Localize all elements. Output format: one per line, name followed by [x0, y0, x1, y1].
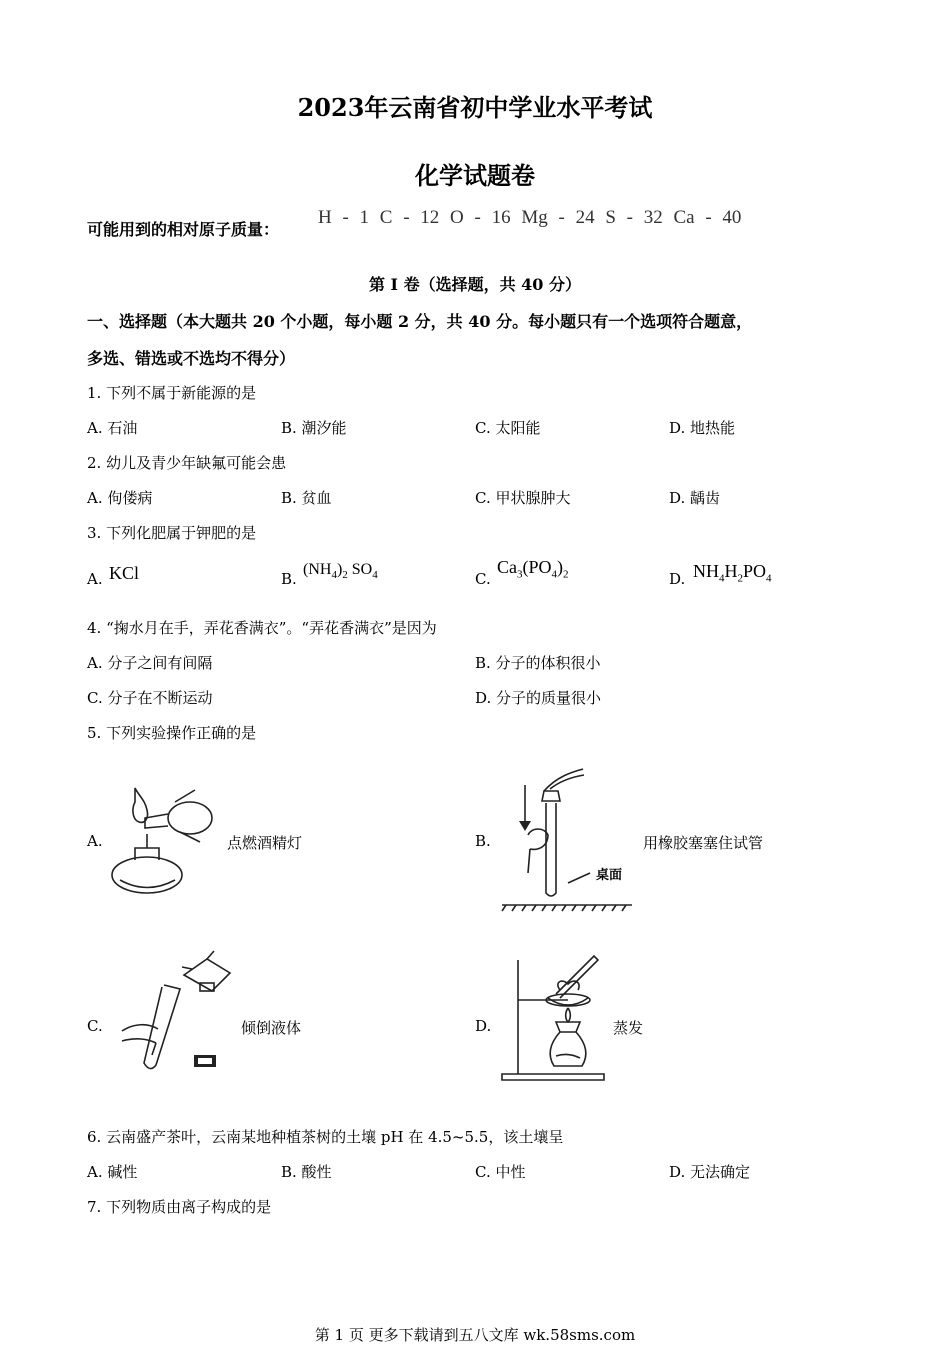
option-a: A.: [87, 570, 103, 588]
option-a: A. 佝偻病: [87, 489, 153, 507]
option-c: C.: [87, 1017, 103, 1035]
option-d: D. 无法确定: [669, 1163, 751, 1181]
option-c: C.: [475, 570, 491, 588]
option-c: C. 分子在不断运动: [87, 689, 213, 707]
question-stem: 4. “掬水月在手，弄花香满衣”。“弄花香满衣”是因为: [87, 619, 437, 637]
evaporation-illustration: [498, 950, 608, 1082]
volume-heading: 第 I 卷（选择题，共 40 分）: [368, 275, 582, 294]
paper-subtitle: 化学试题卷: [415, 161, 535, 190]
option-b: B. 分子的体积很小: [475, 654, 601, 672]
caption-c: 倾倒液体: [241, 1019, 302, 1037]
option-a: A.: [87, 832, 103, 850]
desk-label: 桌面: [596, 868, 623, 883]
option-b: B. 酸性: [281, 1163, 332, 1181]
atomic-mass-label: 可能用到的相对原子质量：: [87, 220, 280, 239]
stopper-tube-illustration: [498, 765, 633, 913]
question-stem: 1. 下列不属于新能源的是: [87, 384, 257, 402]
formula-ammonium-phosphate: $NH_4H_2PO_4$: [693, 561, 772, 585]
option-b: B.: [475, 832, 491, 850]
formula-ammonium-sulfate: $(NH_4)_2$ $SO_4$: [303, 561, 378, 582]
option-d: D. 分子的质量很小: [475, 689, 602, 707]
section-instruction-cont: 多选、错选或不选均不得分）: [87, 349, 296, 368]
pour-liquid-illustration: [112, 945, 237, 1077]
option-a: A. 碱性: [87, 1163, 138, 1181]
caption-a: 点燃酒精灯: [227, 834, 303, 852]
atomic-mass-values: H - 1 C - 12 O - 16 Mg - 24 S - 32 Ca - 40: [318, 207, 742, 228]
option-a: A. 石油: [87, 419, 138, 437]
option-b: B. 潮汐能: [281, 419, 347, 437]
question-stem: 2. 幼儿及青少年缺氟可能会患: [87, 454, 287, 472]
question-stem: 7. 下列物质由离子构成的是: [87, 1198, 272, 1216]
exam-title: 2023年云南省初中学业水平考试: [297, 93, 653, 122]
option-d: D. 龋齿: [669, 489, 721, 507]
question-stem: 6. 云南盛产茶叶，云南某地种植茶树的土壤 pH 在 4.5~5.5，该土壤呈: [87, 1128, 564, 1146]
formula-kcl: KCl: [109, 563, 140, 583]
option-d: D.: [475, 1017, 492, 1035]
option-b: B. 贫血: [281, 489, 332, 507]
option-c: C. 中性: [475, 1163, 526, 1181]
question-stem: 3. 下列化肥属于钾肥的是: [87, 524, 257, 542]
section-instruction: 一、选择题（本大题共 20 个小题，每小题 2 分，共 40 分。每小题只有一个选项符合题意，: [87, 312, 753, 331]
option-d: D.: [669, 570, 686, 588]
page-footer: 第 1 页 更多下载请到五八文库 wk.58sms.com: [314, 1326, 636, 1344]
option-d: D. 地热能: [669, 419, 736, 437]
lamp-lighting-illustration: [105, 780, 220, 905]
option-b: B.: [281, 570, 297, 588]
caption-b: 用橡胶塞塞住试管: [643, 834, 764, 852]
caption-d: 蒸发: [613, 1019, 644, 1037]
option-a: A. 分子之间有间隔: [87, 654, 213, 672]
formula-calcium-phosphate: $Ca_3(PO_4)_2$: [497, 557, 569, 581]
option-c: C. 太阳能: [475, 419, 541, 437]
option-c: C. 甲状腺肿大: [475, 489, 571, 507]
question-stem: 5. 下列实验操作正确的是: [87, 724, 257, 742]
